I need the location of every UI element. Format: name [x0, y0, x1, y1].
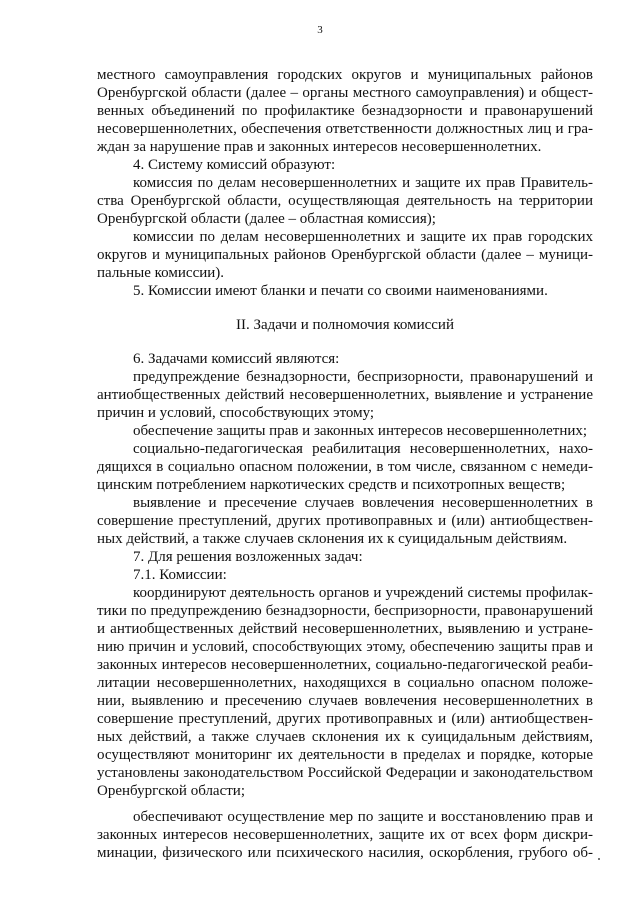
- text-line: ных действий, а также случаев склонения их к суицидальным действиям,: [97, 729, 593, 745]
- text-line: комиссии по делам несовершеннолетних и защите их прав городских: [133, 229, 593, 245]
- text-line: Оренбургской области (далее – областная комиссия);: [97, 211, 436, 227]
- text-line: венных объединений по профилактике безнадзорности и правонарушений: [97, 103, 593, 119]
- text-line: 7.1. Комиссии:: [133, 567, 227, 583]
- text-line: комиссия по делам несовершеннолетних и защите их прав Правитель-: [133, 175, 593, 191]
- text-line: ждан за нарушение прав и законных интересов несовершеннолетних.: [97, 139, 542, 155]
- text-line: законных интересов несовершеннолетних, защите их от всех форм дискри-: [97, 827, 593, 843]
- text-line: 5. Комиссии имеют бланки и печати со своими наименованиями.: [133, 283, 548, 299]
- text-line: предупреждение безнадзорности, беспризорности, правонарушений и: [133, 369, 593, 385]
- text-line: обеспечивают осуществление мер по защите и восстановлению прав и: [133, 809, 593, 825]
- text-line: Оренбургской области (далее – органы местного самоуправления) и общест-: [97, 85, 593, 101]
- text-line: социально-педагогическая реабилитация несовершеннолетних, нахо-: [133, 441, 593, 457]
- text-line: нию причин и условий, способствующих этому, обеспечению защиты прав и: [97, 639, 593, 655]
- text-line: местного самоуправления городских округов и муниципальных районов: [97, 67, 593, 83]
- text-line: пальные комиссии).: [97, 265, 225, 281]
- text-line: округов и муниципальных районов Оренбургской области (далее – муници-: [97, 247, 593, 263]
- text-line: литации несовершеннолетних, находящихся в социально опасном положе-: [97, 675, 593, 691]
- text-line: установлены законодательством Российской Федерации и законодательством: [97, 765, 593, 781]
- text-line: осуществляют мониторинг их деятельности в пределах и порядке, которые: [97, 747, 593, 763]
- text-line: совершение преступлений, других противоправных и (или) антиобществен-: [97, 711, 593, 727]
- text-line: обеспечение защиты прав и законных интересов несовершеннолетних;: [133, 423, 588, 439]
- text-line: законных интересов несовершеннолетних, социально-педагогической реаби-: [97, 657, 593, 673]
- text-line: ных действий, а также случаев склонения их к суицидальным действиям.: [97, 531, 568, 547]
- text-line: причин и условий, способствующих этому;: [97, 405, 375, 421]
- text-line: нии, выявлению и пресечению случаев вовлечения несовершеннолетних в: [97, 693, 593, 709]
- section-heading: II. Задачи и полномочия комиссий: [236, 317, 454, 333]
- text-line: антиобщественных действий несовершеннолетних, выявление и устранение: [97, 387, 593, 403]
- page-number: 3: [317, 24, 323, 36]
- text-line: Оренбургской области;: [97, 783, 246, 799]
- text-line: минации, физического или психического насилия, оскорбления, грубого об-: [97, 845, 593, 861]
- text-line: координируют деятельность органов и учреждений системы профилак-: [133, 585, 593, 601]
- text-line: дящихся в социально опасном положении, в том числе, связанном с немеди-: [97, 459, 593, 475]
- scan-speck: [598, 858, 600, 860]
- text-line: цинским потреблением наркотических средств и психотропных веществ;: [97, 477, 566, 493]
- text-line: ства Оренбургской области, осуществляющая деятельность на территории: [97, 193, 593, 209]
- text-line: 7. Для решения возложенных задач:: [133, 549, 363, 565]
- text-line: выявление и пресечение случаев вовлечения несовершеннолетних в: [133, 495, 593, 511]
- text-line: несовершеннолетних, обеспечения ответственности должностных лиц и гра-: [97, 121, 593, 137]
- text-line: и антиобщественных действий несовершеннолетних, выявлению и устране-: [97, 621, 593, 637]
- text-line: совершение преступлений, других противоправных и (или) антиобществен-: [97, 513, 593, 529]
- text-line: 6. Задачами комиссий являются:: [133, 351, 340, 367]
- text-line: 4. Систему комиссий образуют:: [133, 157, 336, 173]
- text-line: тики по предупреждению безнадзорности, беспризорности, правонарушений: [97, 603, 593, 619]
